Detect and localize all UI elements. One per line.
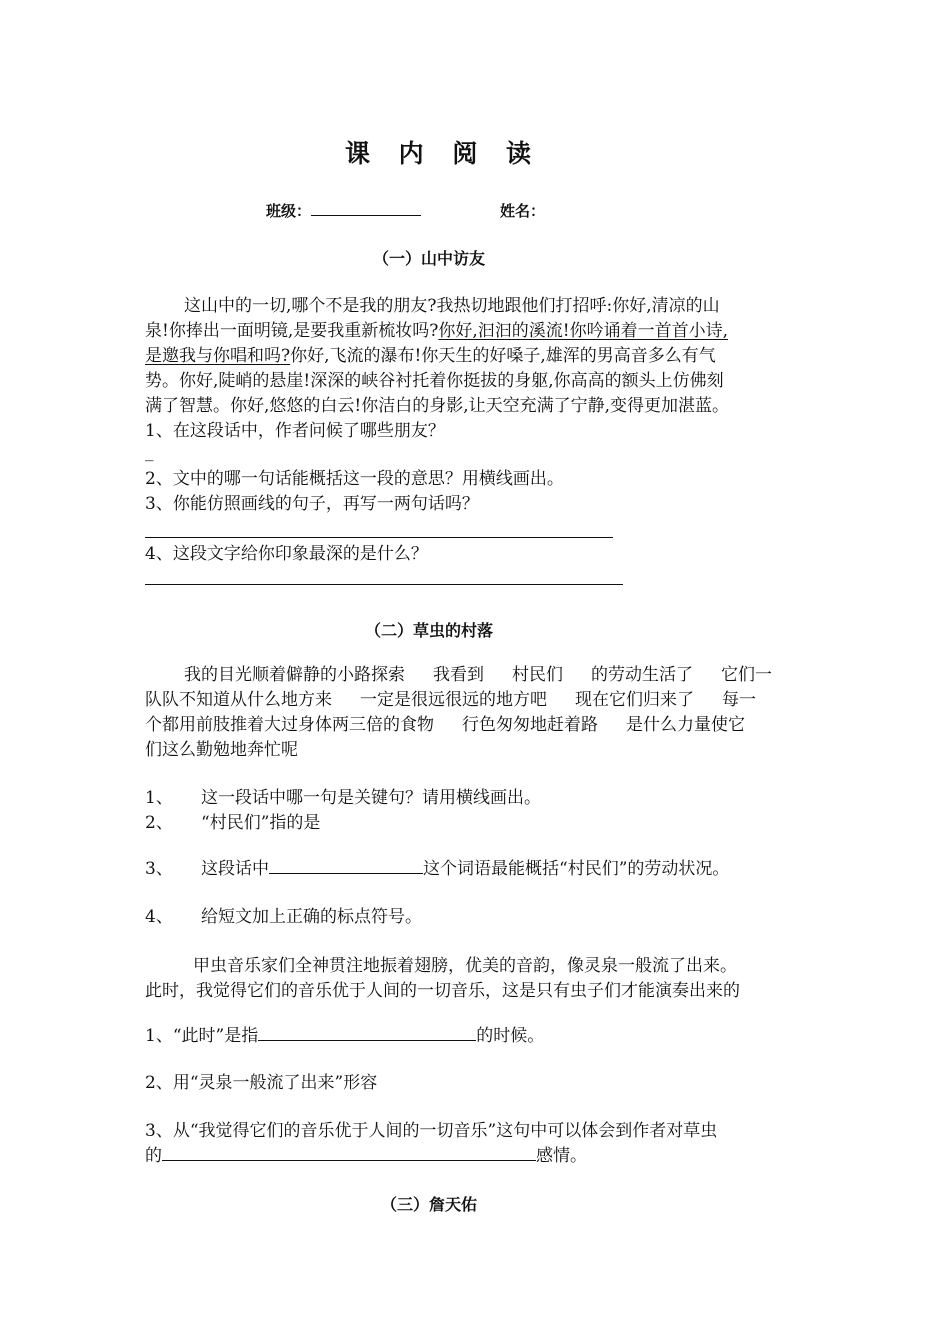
page-title: 课 内 阅 读 [344, 139, 542, 168]
s1-line-5: 满了智慧。你好,悠悠的白云!你洁白的身影,让天空充满了宁静,变得更加湛蓝。 [145, 396, 730, 416]
s2-question-2: 2、 “村民们”指的是 [145, 813, 321, 833]
feeling-blank[interactable] [162, 1145, 536, 1161]
s2-passage2-line-2: 此时，我觉得它们的音乐优于人间的一切音乐，这是只有虫子们才能演奏出来的 [145, 981, 740, 1001]
s1-question-2: 2、文中的哪一句话能概括这一段的意思？用横线画出。 [145, 469, 564, 489]
class-field [266, 200, 421, 221]
keyword-blank[interactable] [269, 858, 423, 874]
s1-question-1: 1、在这段话中，作者问候了哪些朋友？ [145, 421, 445, 441]
section3-heading: （三）詹天佑 [380, 1195, 477, 1214]
time-blank[interactable] [258, 1025, 476, 1041]
s1-line-1: 这山中的一切,哪个不是我的朋友?我热切地跟他们打招呼:你好,清凉的山 [184, 296, 720, 316]
s2-line-2: 队队不知道从什么地方来 一定是很远很远的地方吧 现在它们归来了 每一 [145, 690, 756, 710]
s1-question-3: 3、你能仿照画线的句子，再写一两句话吗？ [145, 494, 479, 514]
underlined-sentence-part2: 是邀我与你唱和吗? [145, 346, 291, 366]
section1-heading: （一）山中访友 [372, 249, 485, 268]
s1-question-4: 4、这段文字给你印象最深的是什么？ [145, 544, 428, 564]
s2-question2-3-cont: 的 感情。 [145, 1146, 587, 1166]
s1-line-2: 泉!你捧出一面明镜,是要我重新梳妆吗?你好,汩汩的溪流!你吟诵着一首首小诗, [145, 321, 728, 341]
s2-line-1: 我的目光顺着僻静的小路探索 我看到 村民们 的劳动生活了 它们一 [184, 665, 772, 685]
s2-line-4: 们这么勤勉地奔忙呢 [145, 740, 298, 760]
s2-question-1: 1、 这一段话中哪一句是关键句？请用横线画出。 [145, 788, 541, 808]
s2-question2-3: 3、从“我觉得它们的音乐优于人间的一切音乐”这句中可以体会到作者对草虫 [145, 1121, 718, 1141]
s1-line-3: 是邀我与你唱和吗?你好,飞流的瀑布!你天生的好嗓子,雄浑的男高音多么有气 [145, 346, 716, 366]
class-label: 班级： [266, 202, 312, 220]
section2-heading: （二）草虫的村落 [364, 621, 493, 640]
underlined-sentence-part1: 你好,汩汩的溪流!你吟诵着一首首小诗, [438, 321, 728, 341]
class-blank[interactable] [311, 200, 421, 216]
answer-line-3[interactable] [145, 537, 613, 538]
s2-line-3: 个都用前肢推着大过身体两三倍的食物 行色匆匆地赶着路 是什么力量使它 [145, 715, 745, 735]
s2-question2-1: 1、“此时”是指 的时候。 [145, 1026, 545, 1046]
s1-answer-mark: _ [145, 442, 154, 462]
s2-question-4: 4、 给短文加上正确的标点符号。 [145, 907, 422, 927]
s2-question2-2: 2、用“灵泉一般流了出来”形容 [145, 1073, 378, 1093]
s2-passage2-line-1: 甲虫音乐家们全神贯注地振着翅膀，优美的音韵，像灵泉一般流了出来。 [193, 956, 737, 976]
s2-question-3: 3、 这段话中 这个词语最能概括“村民们”的劳动状况。 [145, 859, 730, 879]
s1-line-4: 势。你好,陡峭的悬崖!深深的峡谷衬托着你挺拔的身躯,你高高的额头上仿佛刻 [145, 371, 724, 391]
answer-line-4[interactable] [145, 584, 623, 585]
name-label: 姓名： [500, 202, 546, 220]
